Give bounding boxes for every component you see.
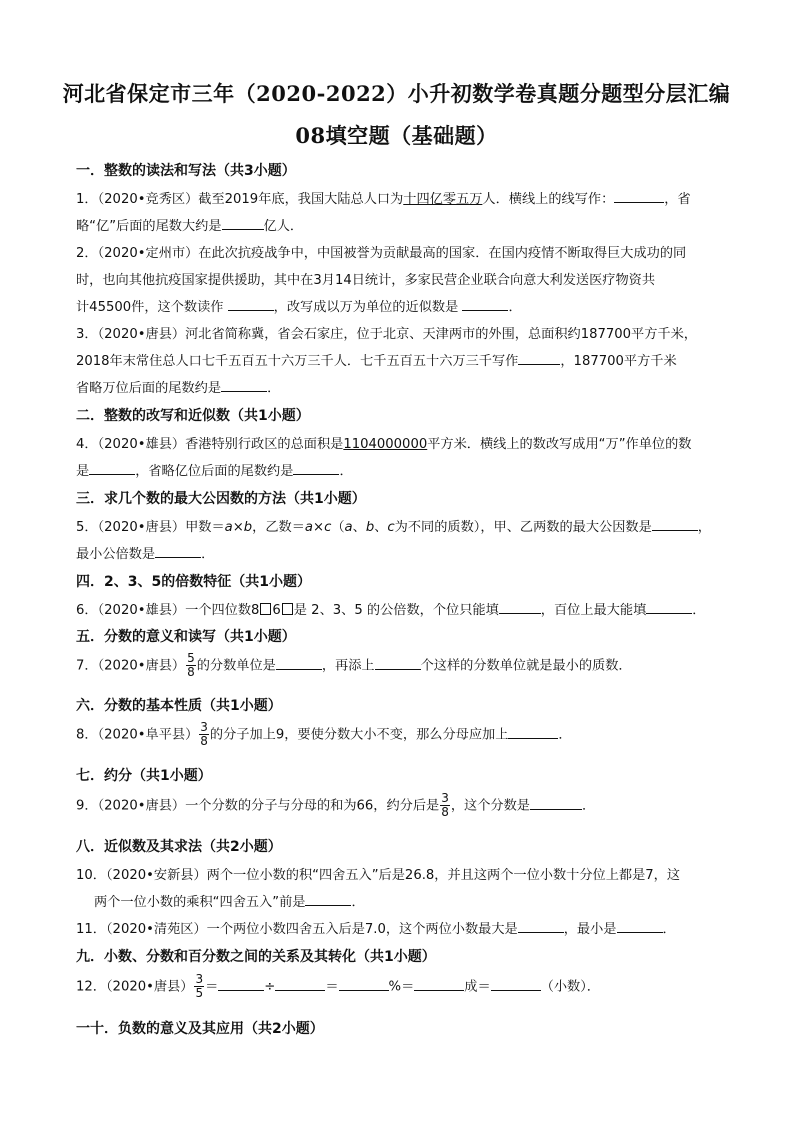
question-text: ，乙数＝ bbox=[252, 520, 305, 535]
question-2-line-3 bbox=[76, 296, 721, 315]
question-text: 7．（2020•唐县） bbox=[76, 658, 186, 674]
question-10-line-2 bbox=[94, 891, 739, 910]
question-text: ，最小是 bbox=[563, 922, 617, 937]
question-5-line-2 bbox=[76, 543, 721, 562]
question-text: ，再添上 bbox=[321, 658, 375, 674]
fraction-denominator: 8 bbox=[200, 734, 208, 748]
answer-blank[interactable] bbox=[414, 976, 464, 991]
answer-blank[interactable] bbox=[530, 795, 582, 810]
variable: a bbox=[304, 520, 314, 535]
fraction bbox=[186, 652, 196, 679]
variable: a bbox=[344, 520, 353, 535]
section-heading: 三．求几个数的最大公因数的方法（共1小题） bbox=[76, 491, 366, 507]
fraction bbox=[440, 792, 450, 819]
question-5-line-1 bbox=[76, 516, 721, 535]
question-text: （ bbox=[331, 520, 345, 535]
answer-blank[interactable] bbox=[491, 976, 541, 991]
fraction-numerator: 5 bbox=[187, 651, 195, 665]
question-12 bbox=[76, 973, 721, 1000]
section-heading: 一十．负数的意义及其应用（共2小题） bbox=[76, 1021, 324, 1037]
question-3-line-1: 3．（2020•唐县）河北省简称冀，省会石家庄，位于北京、天津两市的外围，总面积约187700平方千米， bbox=[76, 327, 697, 342]
answer-blank[interactable] bbox=[276, 655, 322, 670]
times-sign: × bbox=[313, 520, 325, 535]
question-8 bbox=[76, 721, 721, 748]
question-2-line-1: 2．（2020•定州市）在此次抗疫战争中，中国被誉为贡献最高的国家．在国内疫情不断取得巨大成功的同 bbox=[76, 246, 687, 261]
answer-blank[interactable] bbox=[222, 215, 264, 230]
question-text: 12．（2020•唐县） bbox=[76, 979, 194, 995]
page-title: 河北省保定市三年（2020-2022）小升初数学卷真题分题型分层汇编 bbox=[62, 81, 731, 106]
equals-sign: ＝ bbox=[325, 979, 339, 995]
question-text: 亿人． bbox=[263, 219, 304, 234]
section-heading: 九．小数、分数和百分数之间的关系及其转化（共1小题） bbox=[76, 949, 436, 965]
question-text: 8．（2020•阜平县） bbox=[76, 727, 199, 743]
section-heading: 五．分数的意义和读写（共1小题） bbox=[76, 629, 296, 645]
question-text: ． bbox=[662, 922, 676, 937]
question-4-line-1 bbox=[76, 433, 721, 452]
answer-blank[interactable] bbox=[614, 188, 664, 203]
variable: a bbox=[224, 520, 233, 535]
times-sign: × bbox=[232, 520, 244, 535]
fraction bbox=[194, 973, 204, 1000]
question-text: 的分子加上9，要使分数大小不变，那么分母应加上 bbox=[209, 727, 509, 743]
section-heading: 六．分数的基本性质（共1小题） bbox=[76, 698, 282, 714]
question-text: 最小公倍数是 bbox=[76, 547, 156, 562]
question-text: 6 bbox=[272, 603, 281, 618]
underlined-number: 1104000000 bbox=[343, 437, 428, 452]
answer-blank[interactable] bbox=[305, 891, 351, 906]
question-text: 11．（2020•清苑区）一个两位小数四舍五入后是7.0，这个两位小数最大是 bbox=[76, 922, 518, 937]
fraction-numerator: 3 bbox=[195, 972, 204, 986]
page-subtitle: 08填空题（基础题） bbox=[295, 123, 498, 148]
question-text: 4．（2020•雄县）香港特别行政区的总面积是 bbox=[76, 437, 344, 452]
answer-blank[interactable] bbox=[652, 516, 698, 531]
question-text: 6．（2020•雄县）一个四位数8 bbox=[76, 603, 260, 618]
question-text: 是 2、3、5 的公倍数，个位只能填 bbox=[293, 603, 499, 618]
section-heading: 七．约分（共1小题） bbox=[76, 768, 212, 784]
question-text: ， bbox=[697, 520, 711, 535]
answer-blank[interactable] bbox=[339, 976, 389, 991]
separator: 、 bbox=[352, 520, 366, 535]
question-text: ． bbox=[267, 381, 281, 396]
question-text: 两个一位小数的乘积“四舍五入”前是 bbox=[94, 895, 306, 910]
question-text: 人．横线上的线写作： bbox=[482, 192, 615, 207]
answer-blank[interactable] bbox=[218, 976, 264, 991]
fraction bbox=[199, 721, 209, 748]
answer-blank[interactable] bbox=[89, 460, 135, 475]
decimal-label: （小数）． bbox=[540, 979, 600, 995]
section-heading: 四．2、3、5的倍数特征（共1小题） bbox=[76, 574, 311, 590]
answer-blank[interactable] bbox=[518, 918, 564, 933]
answer-blank[interactable] bbox=[155, 543, 201, 558]
percent-equals: %＝ bbox=[388, 979, 415, 995]
answer-blank[interactable] bbox=[293, 460, 339, 475]
divide-sign: ÷ bbox=[264, 979, 276, 995]
answer-blank[interactable] bbox=[499, 599, 541, 614]
section-heading: 一．整数的读法和写法（共3小题） bbox=[76, 163, 296, 179]
answer-blank[interactable] bbox=[508, 724, 558, 739]
variable: b bbox=[243, 520, 253, 535]
fraction-numerator: 3 bbox=[200, 720, 208, 734]
question-text: ，改写成以万为单位的近似数是 bbox=[273, 300, 463, 315]
question-text: 个这样的分数单位就是最小的质数． bbox=[420, 658, 632, 674]
question-text: ． bbox=[558, 727, 572, 743]
question-3-line-3 bbox=[76, 377, 721, 396]
answer-blank[interactable] bbox=[462, 296, 508, 311]
question-1-line-2 bbox=[76, 215, 721, 234]
answer-blank[interactable] bbox=[617, 918, 663, 933]
answer-blank[interactable] bbox=[275, 976, 325, 991]
question-11 bbox=[76, 918, 721, 937]
variable: b bbox=[365, 520, 375, 535]
fraction-denominator: 8 bbox=[187, 665, 195, 679]
fraction-numerator: 3 bbox=[441, 791, 449, 805]
question-text: ，这个分数是 bbox=[450, 798, 530, 814]
separator: 、 bbox=[374, 520, 388, 535]
question-text: 略“亿”后面的尾数大约是 bbox=[76, 219, 222, 234]
question-text: 1．（2020•竞秀区）截至2019年底，我国大陆总人口为 bbox=[76, 192, 404, 207]
question-3-line-2 bbox=[76, 350, 721, 369]
answer-blank[interactable] bbox=[221, 377, 267, 392]
question-text: 是 bbox=[76, 464, 90, 479]
digit-box bbox=[260, 603, 271, 615]
question-text: 9．（2020•唐县）一个分数的分子与分母的和为66，约分后是 bbox=[76, 798, 440, 814]
question-text: ，省略亿位后面的尾数约是 bbox=[135, 464, 294, 479]
question-text: 2018年末常住总人口七千五百五十六万三千人．七千五百五十六万三千写作 bbox=[76, 354, 519, 369]
equals-sign: ＝ bbox=[205, 979, 219, 995]
question-text: ． bbox=[582, 798, 596, 814]
question-2-line-2: 时，也向其他抗疫国家提供援助，其中在3月14日统计，多家民营企业联合向意大利发送医疗物资共 bbox=[76, 273, 656, 288]
fraction-denominator: 8 bbox=[441, 805, 449, 819]
question-text: 5．（2020•唐县）甲数＝ bbox=[76, 520, 225, 535]
question-7 bbox=[76, 652, 721, 679]
cheng-equals: 成＝ bbox=[464, 979, 491, 995]
fraction-denominator: 5 bbox=[195, 986, 204, 1000]
digit-box bbox=[282, 603, 293, 615]
question-text: ． bbox=[201, 547, 215, 562]
answer-blank[interactable] bbox=[518, 350, 560, 365]
answer-blank[interactable] bbox=[375, 655, 421, 670]
question-text: 平方米．横线上的数改写成用“万”作单位的数 bbox=[427, 437, 692, 452]
question-1-line-1 bbox=[76, 188, 721, 207]
question-text: 计45500件，这个数读作 bbox=[76, 300, 228, 315]
section-heading: 二．整数的改写和近似数（共1小题） bbox=[76, 408, 310, 424]
question-text: ． bbox=[508, 300, 522, 315]
question-text: ． bbox=[339, 464, 353, 479]
question-text: 的分数单位是 bbox=[196, 658, 276, 674]
question-text: 省略万位后面的尾数约是 bbox=[76, 381, 222, 396]
question-text: ，187700平方千米 bbox=[560, 354, 677, 369]
variable: c bbox=[324, 520, 332, 535]
question-text: ． bbox=[351, 895, 365, 910]
question-6 bbox=[76, 599, 721, 618]
answer-blank[interactable] bbox=[646, 599, 692, 614]
answer-blank[interactable] bbox=[228, 296, 274, 311]
question-4-line-2 bbox=[76, 460, 721, 479]
section-heading: 八．近似数及其求法（共2小题） bbox=[76, 839, 282, 855]
question-text: ，百位上最大能填 bbox=[540, 603, 647, 618]
question-text: ． bbox=[692, 603, 706, 618]
underlined-text: 十四亿零五万 bbox=[403, 192, 483, 207]
question-text: 为不同的质数），甲、乙两数的最大公因数是 bbox=[394, 520, 652, 535]
question-10-line-1: 10．（2020•安新县）两个一位小数的积“四舍五入”后是26.8，并且这两个一位小数十分位上都是7，这 bbox=[76, 868, 681, 883]
question-text: ，省 bbox=[664, 192, 691, 207]
question-9 bbox=[76, 792, 721, 819]
variable: c bbox=[387, 520, 395, 535]
